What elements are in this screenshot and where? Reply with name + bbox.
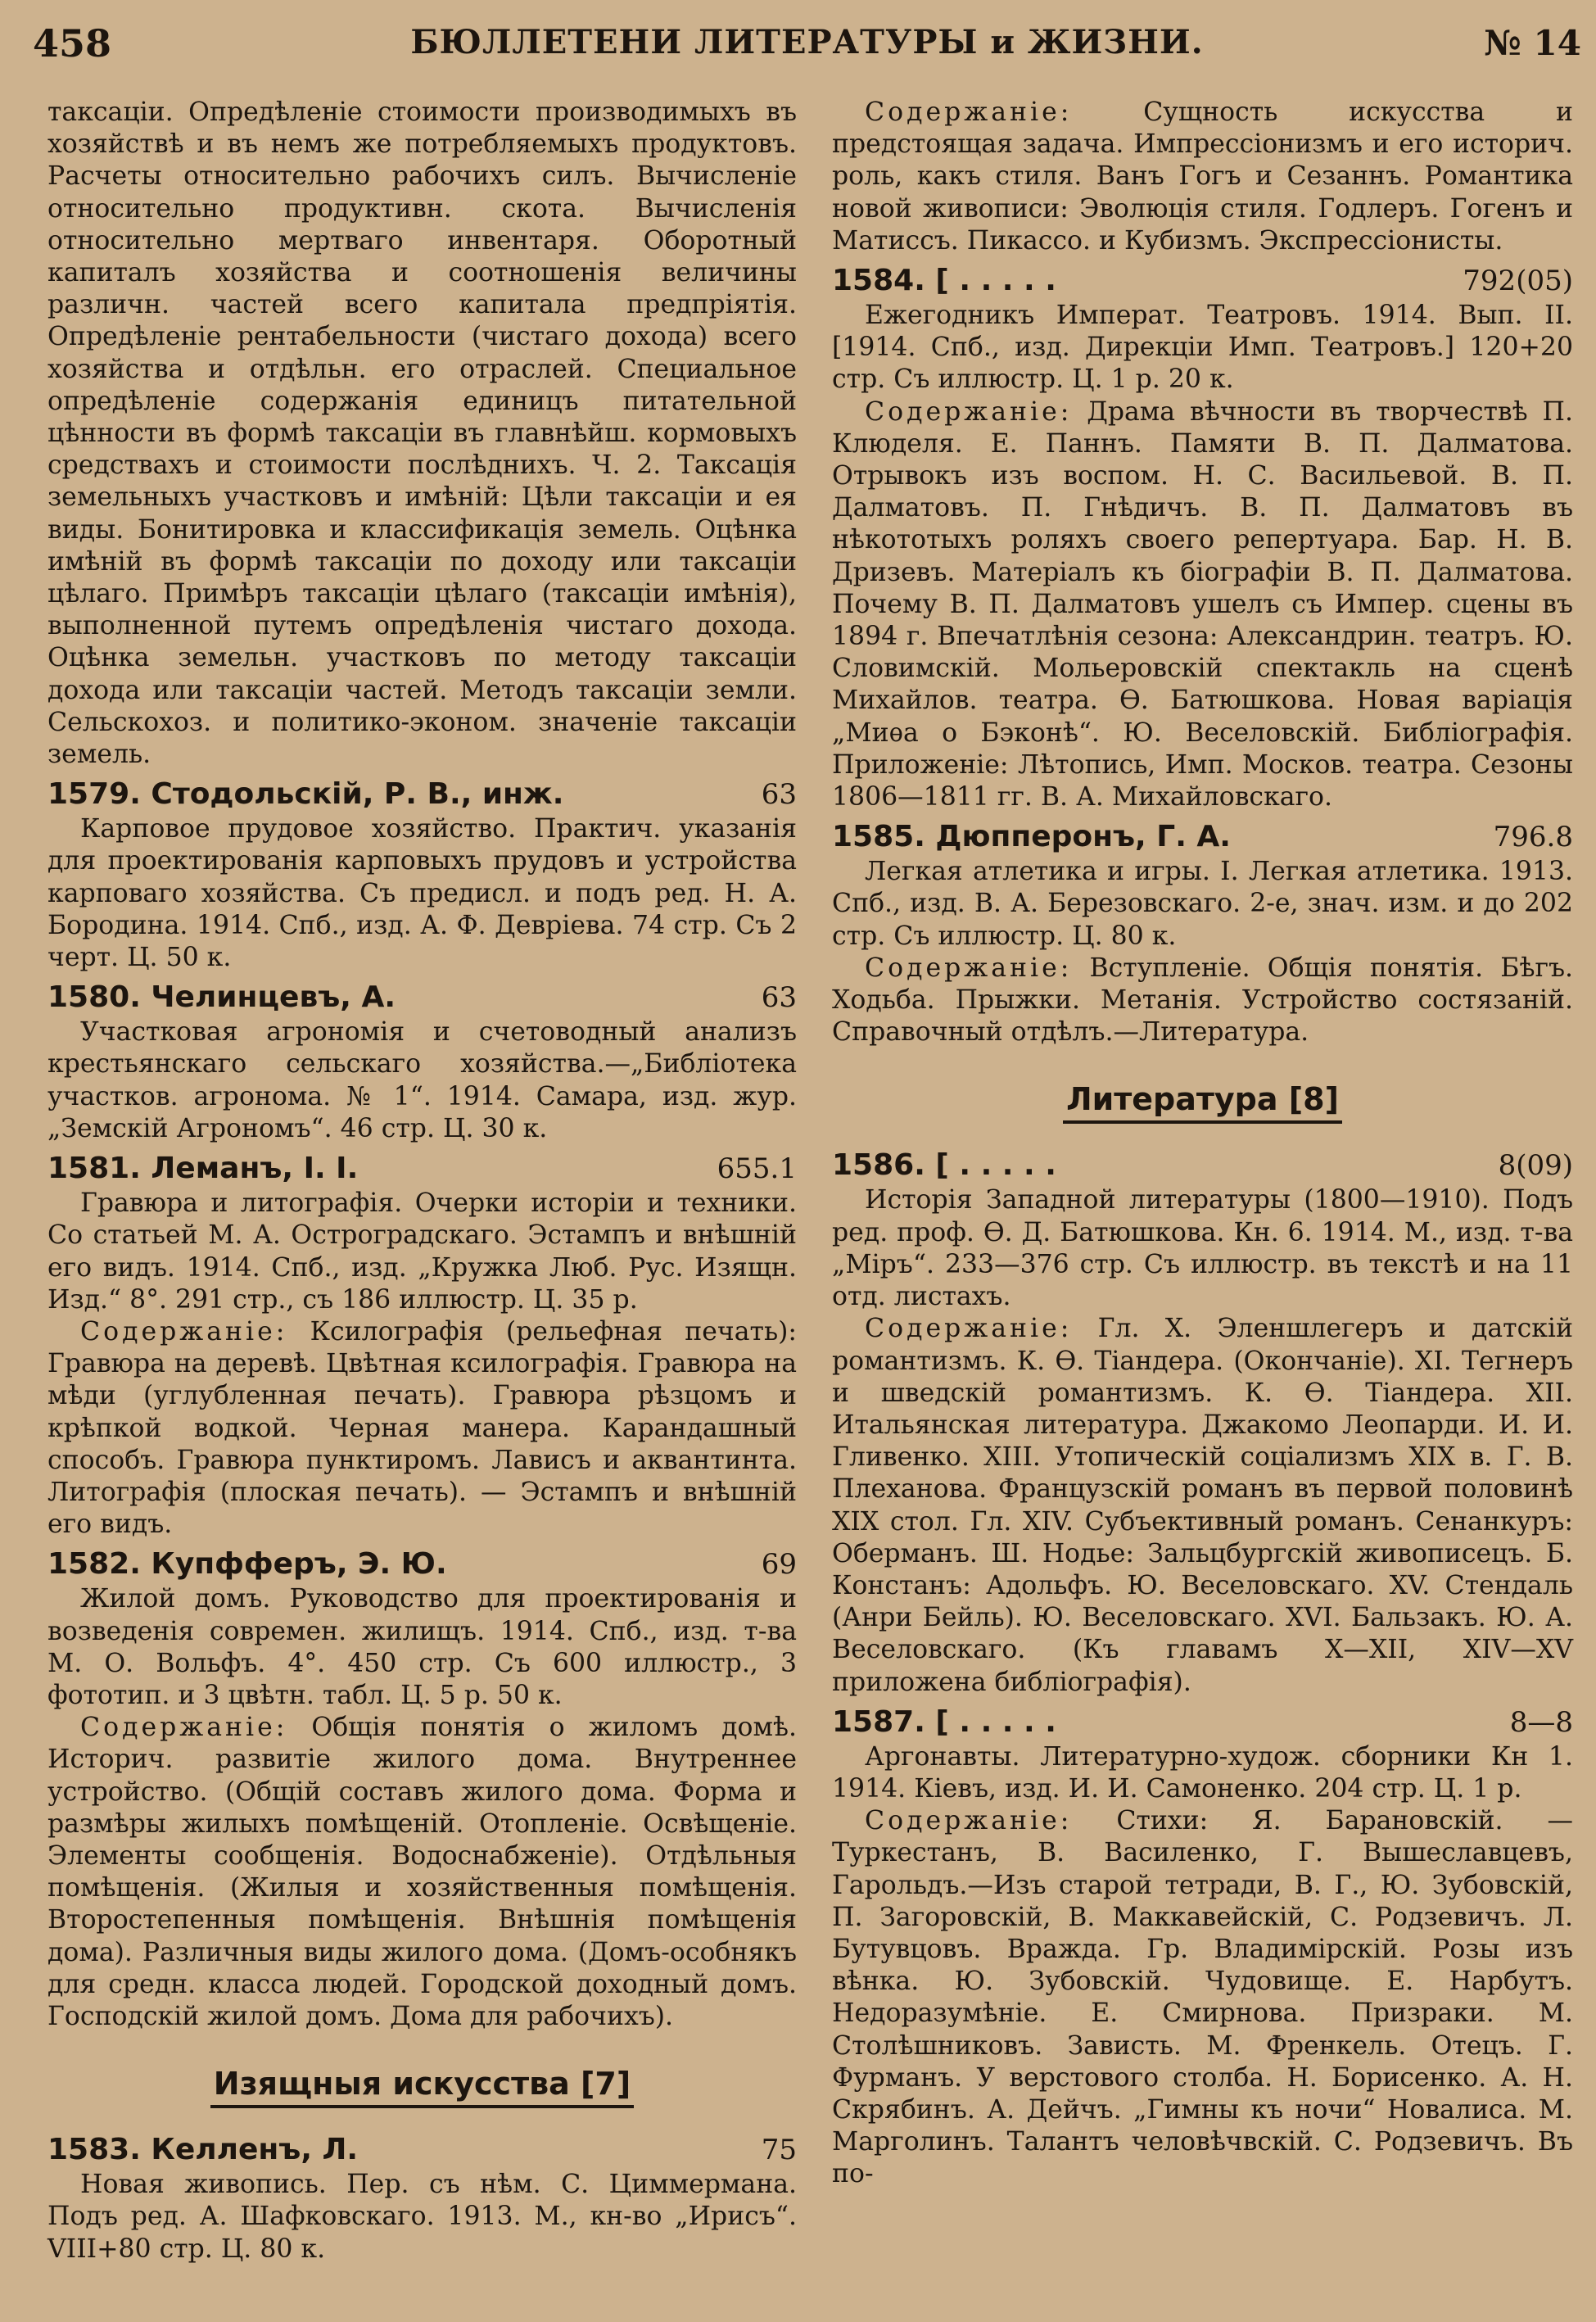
entry-author: 1585. Дюпперонъ, Г. А. bbox=[832, 820, 1231, 854]
left-column bbox=[47, 97, 797, 2265]
entry-heading bbox=[47, 979, 797, 1016]
entry-description: Аргонавты. Литературно-худож. сборники Кн 1. 1914. Кiевъ, изд. И. И. Самоненко. 204 стр. Ц. 1 р. bbox=[832, 1741, 1573, 1804]
entry-author: 1582. Купфферъ, Э. Ю. bbox=[47, 1547, 447, 1582]
entry-heading bbox=[47, 776, 797, 813]
entry-classification: 63 bbox=[761, 981, 797, 1015]
entry-classification: 69 bbox=[761, 1548, 797, 1582]
contents-text: Гл. Х. Эленшлегеръ и датскiй романтизмъ. К. Ѳ. Тiандера. (Окончанiе). XI. Тегнеръ и шведскiй романтизмъ. К. Ѳ. Тiандера. XII. Итальянская литература. Джакомо Леопарди. И. И. Гливенко. XIII. Утопическiй соцiализмъ XIX в. Г. В. Плеханова. Французскiй романъ въ первой половинѣ XIX стол. Гл. XIV. Субъективный романъ. Сенанкуръ: Оберманъ. Ш. Нодье: Зальцбургскiй живописецъ. Б. Констанъ: Адольфъ. Ю. Веселовскаго. XV. Стендаль (Анри Бейль). Ю. Веселовскаго. XVI. Бальзакъ. Ю. А. Веселовскаго. (Къ главамъ X—XII, XIV—XV приложена библiографiя). bbox=[832, 1314, 1574, 1697]
entry-classification: 8(09) bbox=[1498, 1149, 1573, 1183]
section-heading: Литература [8] bbox=[832, 1081, 1573, 1117]
entry-classification: 655.1 bbox=[717, 1152, 797, 1186]
entry-contents bbox=[832, 1313, 1573, 1698]
contents-label: Содержанiе: bbox=[865, 1314, 1073, 1344]
bibliography-entry bbox=[47, 1546, 797, 2033]
contents-label: Содержанiе: bbox=[865, 97, 1073, 127]
entry-heading bbox=[47, 1150, 797, 1188]
bibliography-entry bbox=[47, 979, 797, 1145]
issue-number: № 14 bbox=[1484, 23, 1581, 63]
entry-description: Карповое прудовое хозяйство. Практич. указанiя для проектированiя карповыхъ прудовъ и устройства карповаго хозяйства. Съ предисл. и подъ ред. Н. А. Бородина. 1914. Спб., изд. А. Ф. Деврiева. 74 стр. Съ 2 черт. Ц. 50 к. bbox=[47, 814, 797, 973]
contents-text: Стихи: Я. Барановскiй. — Туркестанъ, В. Василенко, Г. Вышеславцевъ, Гарольдъ.—Изъ старой тетради, В. Г., Ю. Зубовскiй, П. Загоровскiй, В. Маккавейскiй, С. Родзевичъ. Л. Бутувцовъ. Вражда. Гр. Владимiрскiй. Розы изъ вѣнка. Ю. Зубовскiй. Чудовище. Е. Нарбутъ. Недоразумѣнiе. Е. Смирнова. Призраки. М. Столѣшниковъ. Зависть. М. Френкель. Отецъ. Г. Фурманъ. У верстового столба. Н. Борисенко. А. Н. Скрябинъ. А. Дейчъ. „Гимны къ ночи“ Новалиса. М. Марголинъ. Талантъ человѣчвскiй. С. Родзевичъ. Въ по- bbox=[832, 1806, 1573, 2189]
entry-description: Участковая агрономiя и счетоводный анализъ крестьянскаго сельскаго хозяйства.—„Библiотека участков. агронома. № 1“. 1914. Самара, изд. жур. „Земскiй Агрономъ“. 46 стр. Ц. 30 к. bbox=[47, 1017, 797, 1143]
continued-text: таксацiи. Опредѣленiе стоимости производимыхъ въ хозяйствѣ и въ немъ же потребляемыхъ продуктовъ. Расчеты относительно рабочихъ силъ. Вычисленiе относительно продуктивн. скота. Вычисленiя относительно мертваго инвентаря. Оборотный капиталъ хозяйства и соотношенiя величины различн. частей всего капитала предпрiятiя. Опредѣленiе рентабельности (чистаго дохода) всего хозяйства и отдѣльн. его отраслей. Специальное опредѣленiе содержанiя единицъ питательной цѣнности въ формѣ таксацiи въ главнѣйш. кормовыхъ средствахъ и стоимости послѣднихъ. Ч. 2. Таксацiя земельныхъ участковъ и имѣнiй: Цѣли таксацiи и ея виды. Бонитировка и классификацiя земель. Оцѣнка имѣнiй въ формѣ таксацiи по доходу или таксацiи цѣлаго. Примѣръ таксацiи цѣлаго (таксацiи имѣнiя), выполненной путемъ опредѣленiя чистаго дохода. Оцѣнка земельн. участковъ по методу таксацiи дохода или таксацiи частей. Методъ таксацiи земли. Сельскохоз. и политико-эконом. значенiе таксацiи земель. bbox=[47, 97, 797, 770]
running-header bbox=[33, 18, 1581, 67]
entry-contents bbox=[832, 97, 1573, 257]
entry-heading bbox=[47, 2131, 797, 2169]
entry-description: Новая живопись. Пер. съ нѣм. С. Циммермана. Подъ ред. А. Шафковскаго. 1913. М., кн-во „Ирисъ“. VIII+80 стр. Ц. 80 к. bbox=[47, 2170, 797, 2264]
entry-classification: 63 bbox=[761, 778, 797, 812]
bibliography-entry bbox=[832, 262, 1573, 813]
entry-classification: 792(05) bbox=[1463, 265, 1573, 298]
contents-text: Ксилографiя (рельефная печать): Гравюра на деревѣ. Цвѣтная ксилографiя. Гравюра на мѣди (углубленная печать). Гравюра рѣзцомъ и крѣпкой водкой. Черная манера. Карандашный способъ. Гравюра пунктиромъ. Лависъ и аквантинта. Литографiя (плоская печать). — Эстампъ и внѣшнiй его видъ. bbox=[47, 1316, 797, 1540]
contents-text: Вступленiе. Общiя понятiя. Бѣгъ. Ходьба. Прыжки. Метанiя. Устройство состязанiй. Справочный отдѣлъ.—Литература. bbox=[832, 953, 1573, 1048]
bibliography-entry bbox=[832, 1147, 1573, 1698]
entry-author: 1579. Стодольскiй, Р. В., инж. bbox=[47, 777, 564, 812]
entry-author: 1586. [ . . . . . bbox=[832, 1148, 1056, 1183]
page-number: 458 bbox=[33, 21, 112, 66]
contents-label: Содержанiе: bbox=[865, 396, 1073, 427]
bibliography-entry bbox=[832, 1704, 1573, 2191]
contents-text: Общiя понятiя о жиломъ домѣ. Историч. развитiе жилого дома. Внутреннее устройство. (Общiй составъ жилого дома. Форма и размѣры жилыхъ помѣщенiй. Отопленiе. Освѣщенiе. Элементы сообщенiя. Водоснабженiе). Отдѣльныя помѣщенiя. (Жилыя и хозяйственныя помѣщенiя. Второстепенныя помѣщенiя. Внѣшнiя помѣщенiя дома). Различныя виды жилого дома. (Домъ-особнякъ для средн. класса людей. Городской доходный домъ. Господскiй жилой домъ. Дома для рабочихъ). bbox=[47, 1713, 798, 2031]
bibliography-entry bbox=[47, 776, 797, 974]
entry-contents bbox=[832, 953, 1573, 1049]
entry-heading bbox=[47, 1546, 797, 1583]
entry-description: Легкая атлетика и игры. I. Легкая атлетика. 1913. Спб., изд. В. А. Березовскаго. 2-е, знач. изм. и до 202 стр. Съ иллюстр. Ц. 80 к. bbox=[832, 857, 1573, 951]
bibliography-entry bbox=[832, 818, 1573, 1048]
entry-heading bbox=[832, 262, 1573, 300]
contents-label: Содержанiе: bbox=[80, 1713, 288, 1743]
contents-label: Содержанiе: bbox=[80, 1316, 288, 1347]
contents-label: Содержанiе: bbox=[865, 1806, 1073, 1836]
entry-description: Исторiя Западной литературы (1800—1910). Подъ ред. проф. Ѳ. Д. Батюшкова. Кн. 6. 1914. М., изд. т-ва „Мiръ“. 233—376 стр. Съ иллюстр. въ текстѣ и на 11 отд. листахъ. bbox=[832, 1185, 1573, 1312]
entry-author: 1587. [ . . . . . bbox=[832, 1704, 1056, 1739]
contents-text: Сущность искусства и предстоящая задача. Импрессiонизмъ и его историч. роль, какъ стиля. Ванъ Гогъ и Сезаннъ. Романтика новой живописи: Эволюцiя стиля. Годлеръ. Гогенъ и Матиссъ. Пикассо. и Кубизмъ. Экспрессiонисты. bbox=[832, 97, 1574, 256]
entry-contents bbox=[832, 1805, 1573, 2190]
entry-author: 1580. Челинцевъ, А. bbox=[47, 980, 396, 1015]
right-column bbox=[832, 97, 1573, 2191]
entry-heading bbox=[832, 1704, 1573, 1741]
entry-contents bbox=[47, 1316, 797, 1541]
bibliography-entry bbox=[47, 1150, 797, 1541]
bibliography-entry bbox=[47, 2131, 797, 2265]
entry-heading bbox=[832, 1147, 1573, 1184]
entry-author: 1583. Келленъ, Л. bbox=[47, 2133, 359, 2167]
entry-description: Гравюра и литографiя. Очерки исторiи и техники. Со статьей М. А. Остроградскаго. Эстампъ и внѣшнiй его видъ. 1914. Спб., изд. „Кружка Люб. Рус. Изящн. Изд.“ 8°. 291 стр., съ 186 иллюстр. Ц. 35 р. bbox=[47, 1188, 797, 1315]
entry-classification: 8—8 bbox=[1509, 1705, 1573, 1739]
entry-contents bbox=[832, 396, 1573, 814]
entry-description: Ежегодникъ Императ. Театровъ. 1914. Вып. II. [1914. Спб., изд. Дирекцiи Имп. Театровъ.] 120+20 стр. Съ иллюстр. Ц. 1 р. 20 к. bbox=[832, 301, 1573, 395]
entry-author: 1581. Леманъ, I. I. bbox=[47, 1152, 359, 1186]
entry-author: 1584. [ . . . . . bbox=[832, 264, 1056, 298]
journal-title: БЮЛЛЕТЕНИ ЛИТЕРАТУРЫ и ЖИЗНИ. bbox=[410, 23, 1204, 61]
entry-heading bbox=[832, 818, 1573, 856]
section-heading: Изящныя искусства [7] bbox=[47, 2066, 797, 2102]
entry-description: Жилой домъ. Руководство для проектированiя и возведенiя современ. жилищъ. 1914. Спб., изд. т-ва М. О. Вольфъ. 4°. 450 стр. Съ 600 иллюстр., 3 фототип. и 3 цвѣтн. табл. Ц. 5 р. 50 к. bbox=[47, 1584, 797, 1710]
contents-label: Содержанiе: bbox=[865, 953, 1073, 983]
entry-contents bbox=[47, 1712, 797, 2033]
entry-classification: 75 bbox=[761, 2134, 797, 2167]
entry-classification: 796.8 bbox=[1493, 821, 1573, 854]
contents-text: Драма вѣчности въ творчествѣ П. Клюделя. Е. Паннъ. Памяти В. П. Далматова. Отрывокъ изъ воспом. Н. С. Васильевой. В. П. Далматовъ. П. Гнѣдичъ. В. П. Далматовъ въ нѣкототыхъ роляхъ своего репертуара. Бар. Н. В. Дризевъ. Матерiалъ къ бiографiи В. П. Далматова. Почему В. П. Далматовъ ушелъ съ Импер. сцены въ 1894 г. Впечатлѣнiя сезона: Александрин. театръ. Ю. Словимскiй. Мольеровскiй спектакль на сценѣ Михайлов. театра. Ѳ. Батюшкова. Новая варiацiя „Миѳа о Бэконѣ“. Ю. Веселовскiй. Библiографiя. Приложенiе: Лѣтопись, Имп. Москов. театра. Сезоны 1806—1811 гг. В. А. Михайловскаго. bbox=[832, 396, 1574, 812]
